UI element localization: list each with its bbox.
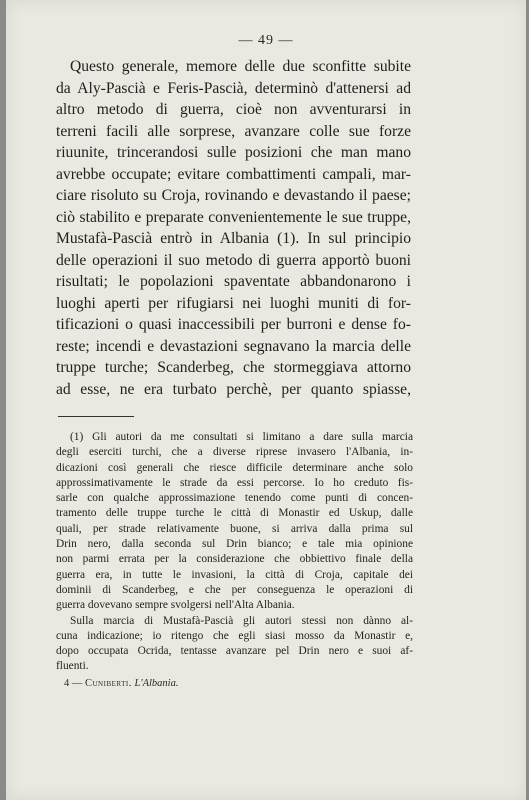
body-line: truppe turche; Scanderbeg, che stormeggiava attorno [56, 359, 411, 376]
footnote-line: quali, per strade relativamente buone, si arriva dalla prima sul [56, 522, 413, 535]
footnote-line: dicazioni così generali che riesce difficile determinare anche solo [56, 461, 413, 474]
body-line: avrebbe occupate; evitare combattimenti campali, mar- [56, 165, 411, 183]
body-line: ciò stabilito e preparate convenientemente le sue truppe, [56, 208, 411, 226]
footnote-line: non parmi errata per la considerazione che obbiettivo finale della [56, 553, 413, 566]
body-line: risultati; le popolazioni spaventate abbandonarono i [56, 273, 411, 290]
body-line: luoghi aperti per rifugiarsi nei luoghi muniti di for- [56, 294, 411, 312]
signature-sheet: 4 — [64, 678, 83, 689]
body-line: ciare risoluto su Croja, rovinando e devastando il paese; [56, 187, 411, 204]
body-line: altro metodo di guerra, cioè non avventurarsi in [56, 101, 411, 118]
footnote-line: dominii di Scanderbeg, e che per conseguenza le operazioni di [56, 583, 413, 596]
footnote-line: (1) Gli autori da me consultati si limitano a dare sulla marcia [70, 431, 413, 443]
printer-signature [64, 678, 178, 689]
body-text [56, 56, 411, 400]
body-line: tificazioni o quasi inaccessibili per burroni e dense fo- [56, 316, 411, 333]
footnote-line: guerra era, in tutte le invasioni, la città di Croja, capitale dei [56, 568, 413, 581]
body-line: Mustafà-Pascià entrò in Albania (1). In sul principio [56, 230, 411, 247]
footnote-line: cuna indicazione; io ritengo che egli siasi mosso da Monastir e, [56, 629, 413, 642]
footnote-line: Drin nero, dalla seconda sul Drin bianco; e tale mia opinione [56, 538, 413, 551]
signature-author: Cuniberti. [85, 678, 132, 689]
body-line: reste; incendi e devastazioni segnavano la marcia delle [56, 337, 411, 355]
body-line: riuunite, trincerandosi sulle posizioni che man mano [56, 144, 411, 161]
footnote [56, 430, 413, 675]
footnote-line: fluenti. [56, 660, 89, 673]
body-line: da Aly-Pascià e Feris-Pascià, determinò d'attenersi ad [56, 79, 411, 97]
footnote-line: Sulla marcia di Mustafà-Pascià gli autori stessi non dànno al- [70, 614, 413, 627]
body-line: terreni facili alle sorprese, avanzare colle sue forze [56, 122, 411, 140]
body-line: delle operazioni il suo metodo di guerra apportò buoni [56, 251, 411, 269]
body-line: Questo generale, memore delle due sconfitte subite [70, 58, 411, 75]
footnote-line: degli eserciti turchi, che a diverse riprese invasero l'Albania, in- [56, 446, 413, 459]
book-page [6, 0, 526, 800]
footnote-line: sarle con qualche approssimazione tenendo come punti di concen- [56, 492, 413, 505]
footnote-rule [58, 416, 134, 417]
footnote-line: tramento delle truppe turche le città di Monastir ed Uskup, dalle [56, 507, 413, 520]
footnote-line: dopo occupata Ocrida, tentasse avanzare pel Drin nero e suoi af- [56, 645, 413, 658]
page-number: — 49 — [238, 33, 294, 48]
signature-work: L'Albania. [134, 678, 179, 689]
footnote-line: approssimativamente le strade da essi percorse. Io ho creduto fis- [56, 476, 413, 489]
footnote-line: guerra dovevano sempre svolgersi nell'Alta Albania. [56, 599, 295, 612]
body-line: ad esse, ne era turbato perchè, per quanto spiasse, [56, 380, 411, 398]
